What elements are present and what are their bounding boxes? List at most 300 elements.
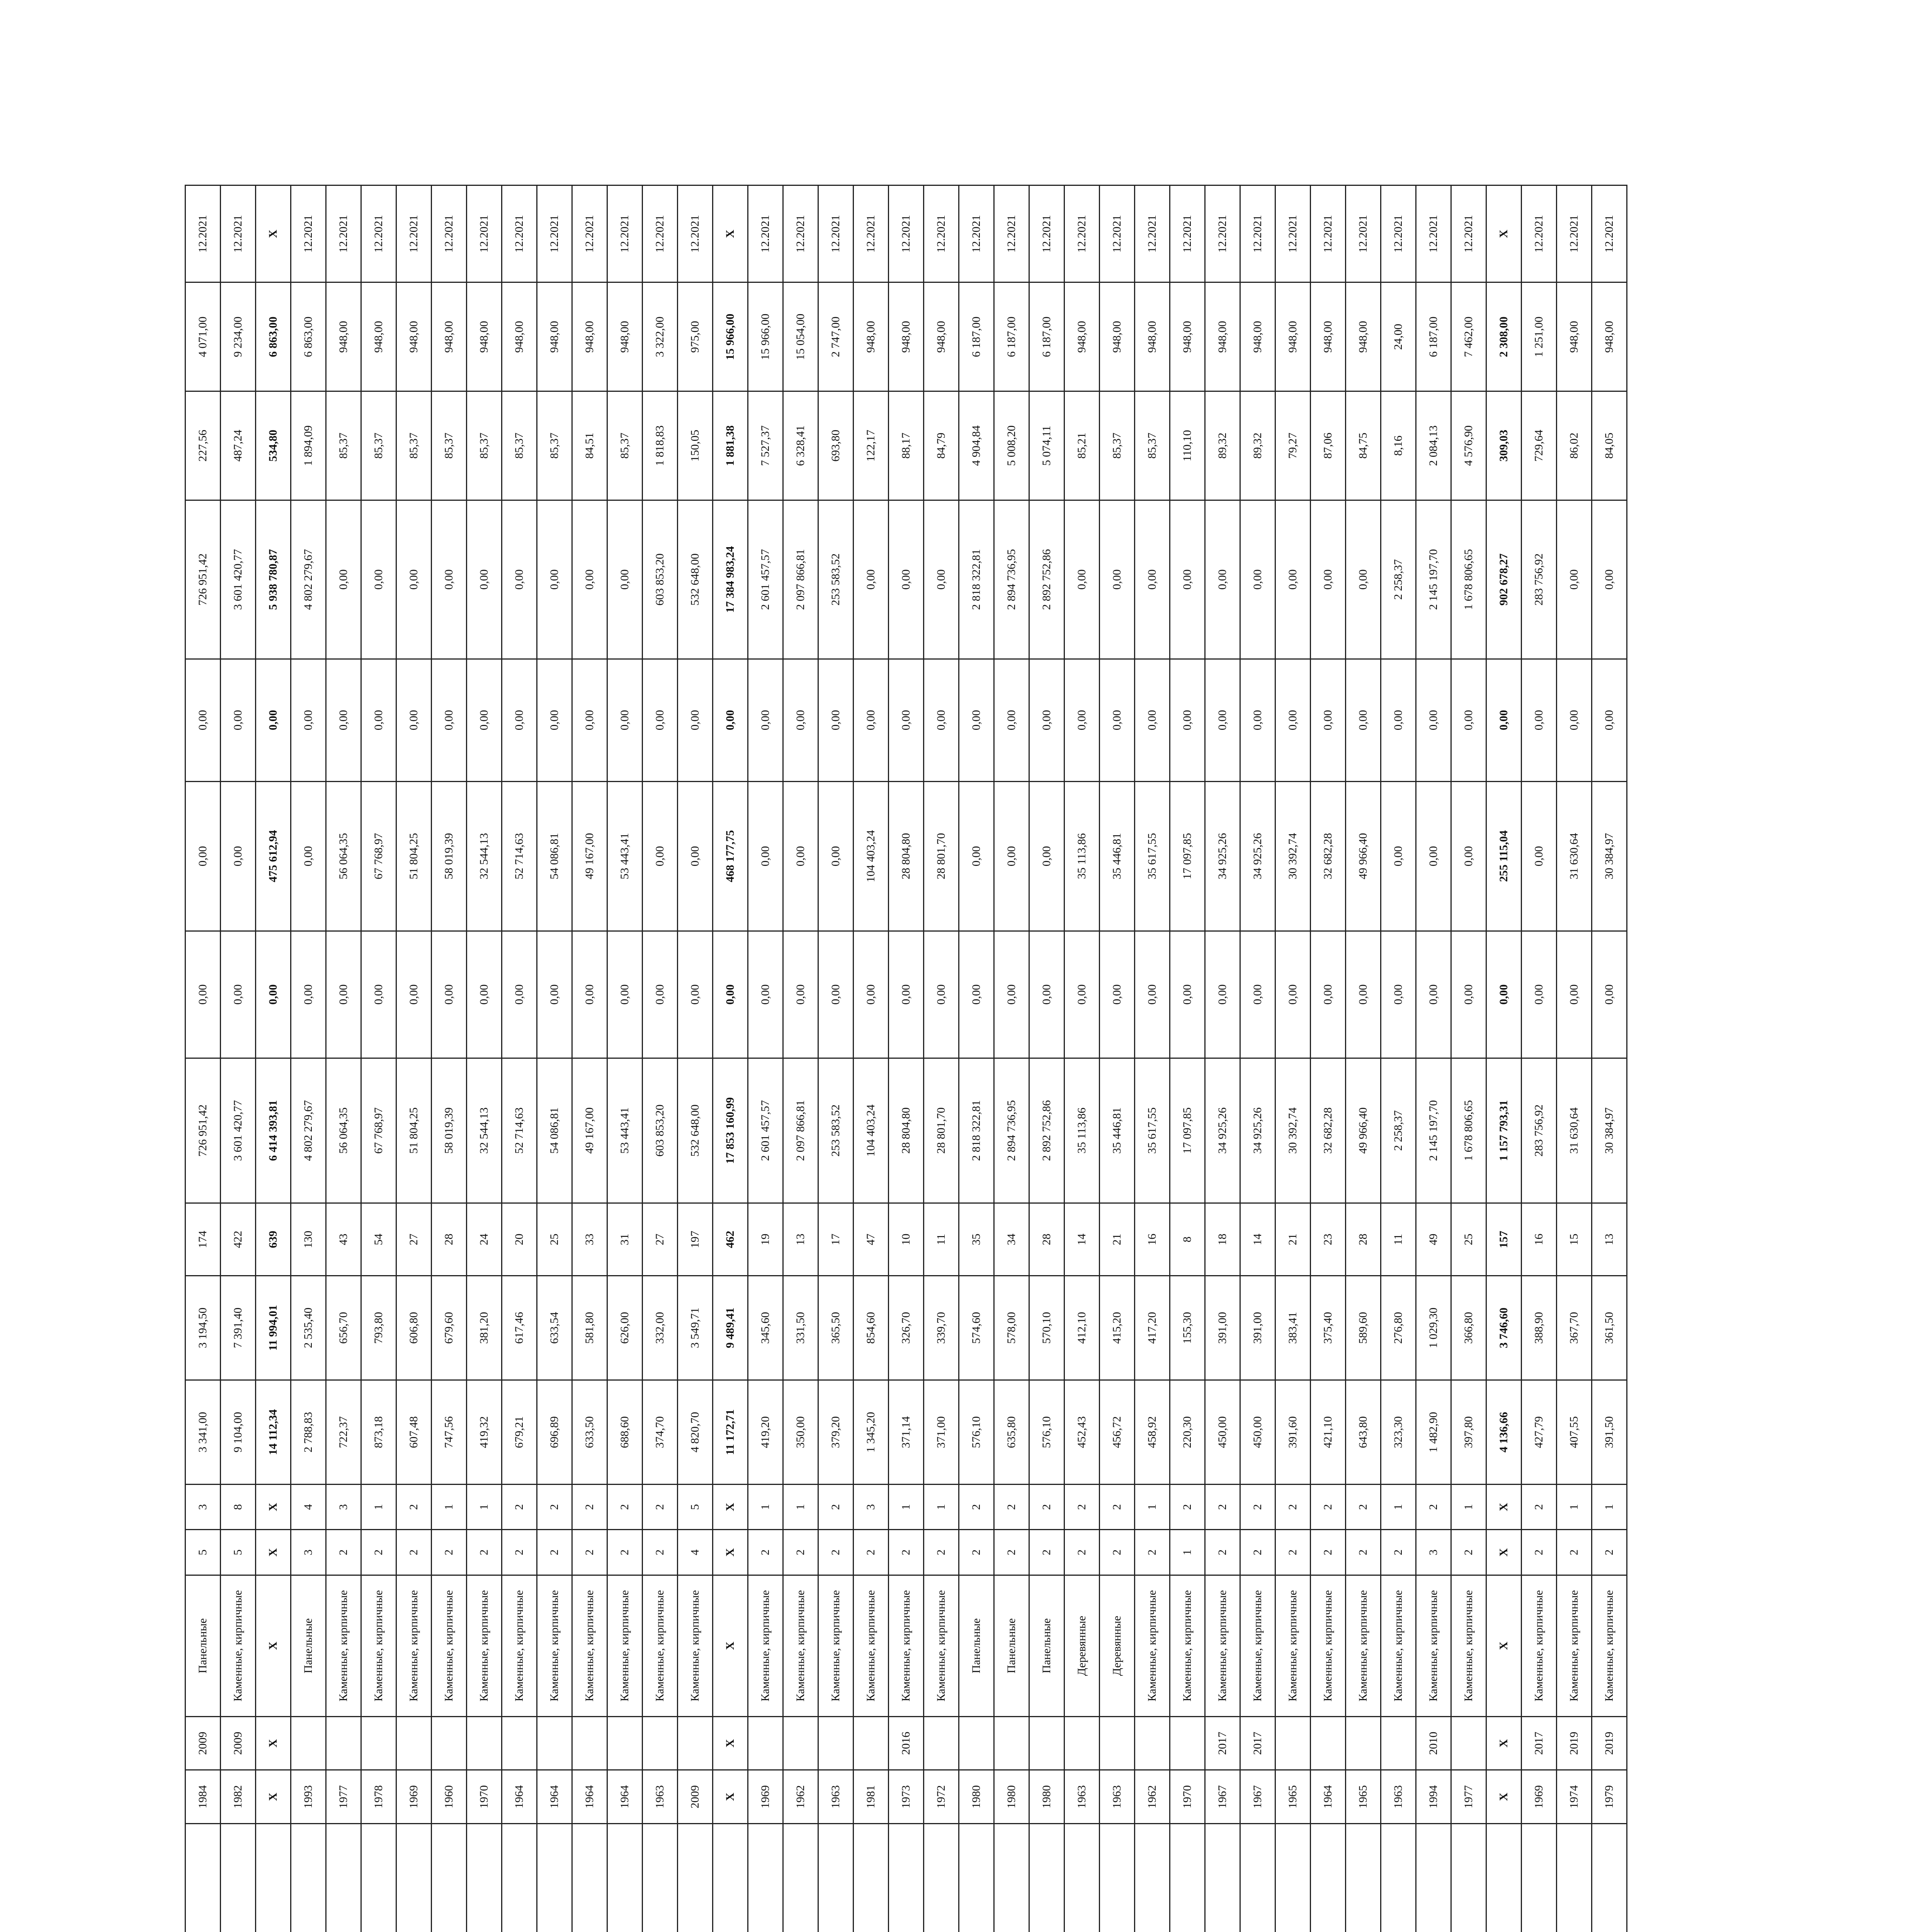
cell-res: 47 xyxy=(854,1203,889,1276)
cell-sp: 87,06 xyxy=(1311,391,1346,500)
cell-total: 2 258,37 xyxy=(1381,1058,1416,1203)
cell-lim: 948,00 xyxy=(1557,282,1592,391)
cell-total: 1 157 793,31 xyxy=(1486,1058,1522,1203)
cell-s1: 0,00 xyxy=(1451,931,1486,1058)
cell-en: 1 xyxy=(467,1484,502,1529)
cell-own: 726 951,42 xyxy=(185,500,221,659)
cell-y2: X xyxy=(713,1716,748,1770)
cell-larea: 589,60 xyxy=(1346,1276,1381,1380)
cell-sp: 89,32 xyxy=(1240,391,1275,500)
address-cell xyxy=(185,1823,221,1932)
cell-s2: 0,00 xyxy=(748,781,783,931)
cell-area: 643,80 xyxy=(1346,1380,1381,1484)
cell-date: X xyxy=(1486,185,1522,282)
cell-s1: 0,00 xyxy=(467,931,502,1058)
cell-area: 679,21 xyxy=(502,1380,537,1484)
cell-s2: 0,00 xyxy=(221,781,256,931)
cell-larea: 391,00 xyxy=(1240,1276,1275,1380)
cell-area: 220,30 xyxy=(1170,1380,1205,1484)
cell-date: 12.2021 xyxy=(889,185,924,282)
cell-own: 2 097 866,81 xyxy=(783,500,818,659)
cell-sp: 227,56 xyxy=(185,391,221,500)
cell-res: 43 xyxy=(326,1203,361,1276)
cell-s1: 0,00 xyxy=(185,931,221,1058)
cell-y2 xyxy=(537,1716,572,1770)
cell-s3: 0,00 xyxy=(256,659,291,781)
cell-date: 12.2021 xyxy=(572,185,607,282)
cell-lim: 9 234,00 xyxy=(221,282,256,391)
cell-larea: 679,60 xyxy=(432,1276,467,1380)
cell-sp: 85,37 xyxy=(432,391,467,500)
cell-s3: 0,00 xyxy=(713,659,748,781)
cell-wall: Каменные, кирпичные xyxy=(783,1575,818,1716)
cell-y2 xyxy=(1170,1716,1205,1770)
cell-s3: 0,00 xyxy=(678,659,713,781)
cell-y1: 1994 xyxy=(1416,1770,1451,1824)
table-row xyxy=(1064,185,1100,1932)
cell-larea: 381,20 xyxy=(467,1276,502,1380)
cell-date: 12.2021 xyxy=(994,185,1029,282)
cell-total: 726 951,42 xyxy=(185,1058,221,1203)
cell-y1: 1964 xyxy=(572,1770,607,1824)
cell-lim: 6 187,00 xyxy=(959,282,994,391)
cell-en: 2 xyxy=(1311,1484,1346,1529)
cell-y1: 1970 xyxy=(1170,1770,1205,1824)
cell-s1: 0,00 xyxy=(924,931,959,1058)
cell-sp: 89,32 xyxy=(1205,391,1240,500)
cell-date: X xyxy=(256,185,291,282)
cell-en: 1 xyxy=(748,1484,783,1529)
cell-y2 xyxy=(783,1716,818,1770)
cell-date: 12.2021 xyxy=(1346,185,1381,282)
cell-larea: 606,80 xyxy=(396,1276,432,1380)
cell-wall: Каменные, кирпичные xyxy=(678,1575,713,1716)
cell-own: 0,00 xyxy=(326,500,361,659)
cell-fl: 2 xyxy=(361,1530,396,1575)
cell-fl: 2 xyxy=(959,1530,994,1575)
cell-own: 0,00 xyxy=(854,500,889,659)
cell-s2: 34 925,26 xyxy=(1240,781,1275,931)
table-row xyxy=(1346,185,1381,1932)
cell-fl: 5 xyxy=(185,1530,221,1575)
address-cell xyxy=(396,1823,432,1932)
cell-date: 12.2021 xyxy=(643,185,678,282)
cell-s1: 0,00 xyxy=(1064,931,1100,1058)
subtotal-row xyxy=(256,185,291,1932)
cell-area: 3 341,00 xyxy=(185,1380,221,1484)
cell-y2: 2016 xyxy=(889,1716,924,1770)
table-row xyxy=(889,185,924,1932)
cell-own: 1 678 806,65 xyxy=(1451,500,1486,659)
table-row xyxy=(326,185,361,1932)
cell-s1: 0,00 xyxy=(396,931,432,1058)
table-row xyxy=(1205,185,1240,1932)
cell-s2: 0,00 xyxy=(818,781,854,931)
cell-wall: Панельные xyxy=(291,1575,326,1716)
table-row xyxy=(1557,185,1592,1932)
cell-en: 1 xyxy=(361,1484,396,1529)
cell-y1: 1993 xyxy=(291,1770,326,1824)
address-cell xyxy=(678,1823,713,1932)
cell-y1: 1965 xyxy=(1346,1770,1381,1824)
cell-s2: 0,00 xyxy=(185,781,221,931)
cell-own: 0,00 xyxy=(1346,500,1381,659)
cell-total: 2 097 866,81 xyxy=(783,1058,818,1203)
address-cell xyxy=(572,1823,607,1932)
cell-total: 56 064,35 xyxy=(326,1058,361,1203)
cell-own: 0,00 xyxy=(607,500,643,659)
cell-en: X xyxy=(713,1484,748,1529)
cell-s3: 0,00 xyxy=(467,659,502,781)
cell-larea: 361,50 xyxy=(1592,1276,1627,1380)
cell-larea: 1 029,30 xyxy=(1416,1276,1451,1380)
cell-lim: 15 966,00 xyxy=(713,282,748,391)
table-row xyxy=(643,185,678,1932)
cell-larea: 367,70 xyxy=(1557,1276,1592,1380)
cell-larea: 3 549,71 xyxy=(678,1276,713,1380)
cell-own: 0,00 xyxy=(1275,500,1311,659)
cell-wall: Каменные, кирпичные xyxy=(572,1575,607,1716)
cell-wall: Каменные, кирпичные xyxy=(1416,1575,1451,1716)
address-cell xyxy=(994,1823,1029,1932)
cell-lim: 948,00 xyxy=(396,282,432,391)
cell-sp: 2 084,13 xyxy=(1416,391,1451,500)
cell-en: 2 xyxy=(1416,1484,1451,1529)
cell-lim: 948,00 xyxy=(889,282,924,391)
cell-en: 1 xyxy=(1592,1484,1627,1529)
cell-y2 xyxy=(643,1716,678,1770)
cell-y1: 1979 xyxy=(1592,1770,1627,1824)
cell-lim: 948,00 xyxy=(326,282,361,391)
cell-s3: 0,00 xyxy=(1275,659,1311,781)
cell-area: 4 820,70 xyxy=(678,1380,713,1484)
cell-s2: 30 392,74 xyxy=(1275,781,1311,931)
cell-y1: 1964 xyxy=(607,1770,643,1824)
cell-date: 12.2021 xyxy=(185,185,221,282)
cell-larea: 570,10 xyxy=(1029,1276,1064,1380)
cell-larea: 383,41 xyxy=(1275,1276,1311,1380)
address-cell xyxy=(1100,1823,1135,1932)
cell-own: 0,00 xyxy=(361,500,396,659)
cell-res: 11 xyxy=(1381,1203,1416,1276)
cell-wall: Каменные, кирпичные xyxy=(502,1575,537,1716)
cell-fl: 2 xyxy=(1522,1530,1557,1575)
cell-sp: 85,37 xyxy=(607,391,643,500)
cell-res: 639 xyxy=(256,1203,291,1276)
cell-s1: 0,00 xyxy=(994,931,1029,1058)
cell-fl: 2 xyxy=(783,1530,818,1575)
cell-s3: 0,00 xyxy=(1205,659,1240,781)
cell-s3: 0,00 xyxy=(1522,659,1557,781)
table-row xyxy=(1275,185,1311,1932)
cell-res: 31 xyxy=(607,1203,643,1276)
cell-lim: 6 863,00 xyxy=(291,282,326,391)
cell-total: 2 145 197,70 xyxy=(1416,1058,1451,1203)
cell-wall: Каменные, кирпичные xyxy=(643,1575,678,1716)
cell-total: 4 802 279,67 xyxy=(291,1058,326,1203)
cell-s3: 0,00 xyxy=(185,659,221,781)
cell-res: 21 xyxy=(1100,1203,1135,1276)
cell-date: 12.2021 xyxy=(1416,185,1451,282)
cell-total: 52 714,63 xyxy=(502,1058,537,1203)
cell-en: 3 xyxy=(854,1484,889,1529)
cell-res: 422 xyxy=(221,1203,256,1276)
cell-s1: 0,00 xyxy=(432,931,467,1058)
cell-wall: Каменные, кирпичные xyxy=(396,1575,432,1716)
cell-fl: 2 xyxy=(643,1530,678,1575)
cell-s2: 468 177,75 xyxy=(713,781,748,931)
cell-area: 576,10 xyxy=(959,1380,994,1484)
cell-en: 2 xyxy=(1522,1484,1557,1529)
cell-y1: 1963 xyxy=(643,1770,678,1824)
cell-lim: 975,00 xyxy=(678,282,713,391)
cell-res: 35 xyxy=(959,1203,994,1276)
cell-en: 3 xyxy=(185,1484,221,1529)
cell-larea: 345,60 xyxy=(748,1276,783,1380)
cell-s3: 0,00 xyxy=(1170,659,1205,781)
address-cell xyxy=(291,1823,326,1932)
cell-y1: 1960 xyxy=(432,1770,467,1824)
cell-lim: 24,00 xyxy=(1381,282,1416,391)
cell-s2: 52 714,63 xyxy=(502,781,537,931)
table-row xyxy=(291,185,326,1932)
cell-area: 696,89 xyxy=(537,1380,572,1484)
cell-fl: 2 xyxy=(432,1530,467,1575)
cell-y1: 1963 xyxy=(1064,1770,1100,1824)
document-page xyxy=(185,185,1715,1932)
cell-s1: 0,00 xyxy=(1100,931,1135,1058)
cell-area: 722,37 xyxy=(326,1380,361,1484)
cell-own: 2 145 197,70 xyxy=(1416,500,1451,659)
cell-res: 23 xyxy=(1311,1203,1346,1276)
cell-s2: 56 064,35 xyxy=(326,781,361,931)
cell-own: 0,00 xyxy=(1240,500,1275,659)
cell-wall: Каменные, кирпичные xyxy=(1381,1575,1416,1716)
cell-fl: 2 xyxy=(1346,1530,1381,1575)
cell-s3: 0,00 xyxy=(1064,659,1100,781)
cell-y1: 1962 xyxy=(1135,1770,1170,1824)
cell-fl: 2 xyxy=(994,1530,1029,1575)
cell-lim: 948,00 xyxy=(924,282,959,391)
cell-en: 2 xyxy=(1275,1484,1311,1529)
cell-fl: 2 xyxy=(396,1530,432,1575)
cell-wall: Каменные, кирпичные xyxy=(1522,1575,1557,1716)
cell-larea: 332,00 xyxy=(643,1276,678,1380)
cell-wall: Каменные, кирпичные xyxy=(1135,1575,1170,1716)
cell-area: 873,18 xyxy=(361,1380,396,1484)
cell-res: 25 xyxy=(537,1203,572,1276)
cell-s1: 0,00 xyxy=(291,931,326,1058)
cell-sp: 1 881,38 xyxy=(713,391,748,500)
cell-total: 32 682,28 xyxy=(1311,1058,1346,1203)
cell-s3: 0,00 xyxy=(854,659,889,781)
cell-s3: 0,00 xyxy=(889,659,924,781)
cell-larea: 617,46 xyxy=(502,1276,537,1380)
cell-y2 xyxy=(1275,1716,1311,1770)
cell-s3: 0,00 xyxy=(607,659,643,781)
cell-fl: 2 xyxy=(1135,1530,1170,1575)
cell-s1: 0,00 xyxy=(256,931,291,1058)
cell-s3: 0,00 xyxy=(537,659,572,781)
cell-fl: 4 xyxy=(678,1530,713,1575)
cell-total: 54 086,81 xyxy=(537,1058,572,1203)
cell-own: 0,00 xyxy=(1135,500,1170,659)
cell-sp: 85,37 xyxy=(467,391,502,500)
cell-s3: 0,00 xyxy=(1381,659,1416,781)
cell-en: 1 xyxy=(1135,1484,1170,1529)
cell-s1: 0,00 xyxy=(607,931,643,1058)
cell-s1: 0,00 xyxy=(1381,931,1416,1058)
cell-s1: 0,00 xyxy=(643,931,678,1058)
cell-y1: 1969 xyxy=(1522,1770,1557,1824)
cell-date: 12.2021 xyxy=(1240,185,1275,282)
cell-en: 2 xyxy=(1346,1484,1381,1529)
cell-lim: 948,00 xyxy=(1275,282,1311,391)
cell-wall: Панельные xyxy=(959,1575,994,1716)
cell-s3: 0,00 xyxy=(748,659,783,781)
cell-s3: 0,00 xyxy=(1240,659,1275,781)
cell-fl: X xyxy=(1486,1530,1522,1575)
cell-larea: 633,54 xyxy=(537,1276,572,1380)
cell-s1: 0,00 xyxy=(783,931,818,1058)
cell-en: 2 xyxy=(1205,1484,1240,1529)
cell-wall: Каменные, кирпичные xyxy=(1205,1575,1240,1716)
cell-s2: 0,00 xyxy=(994,781,1029,931)
cell-area: 421,10 xyxy=(1311,1380,1346,1484)
cell-larea: 2 535,40 xyxy=(291,1276,326,1380)
cell-res: 157 xyxy=(1486,1203,1522,1276)
cell-total: 31 630,64 xyxy=(1557,1058,1592,1203)
cell-lim: 948,00 xyxy=(1592,282,1627,391)
cell-fl: 2 xyxy=(537,1530,572,1575)
cell-s1: 0,00 xyxy=(537,931,572,1058)
cell-sp: 8,16 xyxy=(1381,391,1416,500)
cell-own: 0,00 xyxy=(1592,500,1627,659)
cell-date: 12.2021 xyxy=(1522,185,1557,282)
cell-area: 350,00 xyxy=(783,1380,818,1484)
cell-area: 576,10 xyxy=(1029,1380,1064,1484)
cell-res: 11 xyxy=(924,1203,959,1276)
cell-wall: Каменные, кирпичные xyxy=(818,1575,854,1716)
cell-sp: 4 576,90 xyxy=(1451,391,1486,500)
cell-res: 15 xyxy=(1557,1203,1592,1276)
cell-en: 1 xyxy=(783,1484,818,1529)
cell-y2 xyxy=(1381,1716,1416,1770)
housing-repair-table xyxy=(185,185,1627,1932)
cell-s1: 0,00 xyxy=(1416,931,1451,1058)
cell-own: 0,00 xyxy=(396,500,432,659)
cell-s3: 0,00 xyxy=(1592,659,1627,781)
table-row xyxy=(748,185,783,1932)
cell-lim: 948,00 xyxy=(1240,282,1275,391)
cell-total: 53 443,41 xyxy=(607,1058,643,1203)
cell-larea: 155,30 xyxy=(1170,1276,1205,1380)
cell-res: 21 xyxy=(1275,1203,1311,1276)
cell-wall: Каменные, кирпичные xyxy=(1311,1575,1346,1716)
cell-s3: 0,00 xyxy=(502,659,537,781)
cell-en: 2 xyxy=(1029,1484,1064,1529)
cell-s3: 0,00 xyxy=(1135,659,1170,781)
cell-s2: 475 612,94 xyxy=(256,781,291,931)
cell-own: 902 678,27 xyxy=(1486,500,1522,659)
cell-larea: 326,70 xyxy=(889,1276,924,1380)
cell-fl: 2 xyxy=(1029,1530,1064,1575)
cell-res: 49 xyxy=(1416,1203,1451,1276)
cell-date: 12.2021 xyxy=(1205,185,1240,282)
cell-s2: 0,00 xyxy=(643,781,678,931)
cell-lim: 6 187,00 xyxy=(994,282,1029,391)
cell-area: 323,30 xyxy=(1381,1380,1416,1484)
cell-y1: 1967 xyxy=(1240,1770,1275,1824)
cell-s1: 0,00 xyxy=(818,931,854,1058)
table-row xyxy=(396,185,432,1932)
cell-s2: 28 801,70 xyxy=(924,781,959,931)
cell-s2: 49 966,40 xyxy=(1346,781,1381,931)
cell-s1: 0,00 xyxy=(361,931,396,1058)
cell-y1: 1970 xyxy=(467,1770,502,1824)
cell-lim: 6 187,00 xyxy=(1029,282,1064,391)
cell-s1: 0,00 xyxy=(326,931,361,1058)
cell-y2 xyxy=(1029,1716,1064,1770)
address-cell xyxy=(1451,1823,1486,1932)
cell-sp: 6 328,41 xyxy=(783,391,818,500)
cell-sp: 122,17 xyxy=(854,391,889,500)
cell-s1: 0,00 xyxy=(1486,931,1522,1058)
cell-area: 2 788,83 xyxy=(291,1380,326,1484)
cell-date: 12.2021 xyxy=(607,185,643,282)
cell-y1: 1972 xyxy=(924,1770,959,1824)
cell-sp: 7 527,37 xyxy=(748,391,783,500)
cell-date: 12.2021 xyxy=(1557,185,1592,282)
cell-fl: 2 xyxy=(607,1530,643,1575)
table-row xyxy=(1100,185,1135,1932)
table-row xyxy=(361,185,396,1932)
cell-area: 391,50 xyxy=(1592,1380,1627,1484)
cell-fl: 2 xyxy=(326,1530,361,1575)
cell-sp: 1 894,09 xyxy=(291,391,326,500)
cell-s2: 32 682,28 xyxy=(1311,781,1346,931)
cell-s3: 0,00 xyxy=(1416,659,1451,781)
cell-own: 0,00 xyxy=(1100,500,1135,659)
cell-larea: 365,50 xyxy=(818,1276,854,1380)
cell-res: 16 xyxy=(1135,1203,1170,1276)
cell-date: 12.2021 xyxy=(924,185,959,282)
cell-res: 20 xyxy=(502,1203,537,1276)
cell-res: 174 xyxy=(185,1203,221,1276)
cell-own: 2 894 736,95 xyxy=(994,500,1029,659)
cell-fl: 2 xyxy=(1381,1530,1416,1575)
cell-res: 19 xyxy=(748,1203,783,1276)
cell-area: 688,60 xyxy=(607,1380,643,1484)
table-row xyxy=(959,185,994,1932)
cell-sp: 85,37 xyxy=(1135,391,1170,500)
cell-sp: 84,79 xyxy=(924,391,959,500)
cell-s2: 67 768,97 xyxy=(361,781,396,931)
cell-fl: 2 xyxy=(748,1530,783,1575)
cell-s3: 0,00 xyxy=(1486,659,1522,781)
table-row xyxy=(1522,185,1557,1932)
cell-wall: Каменные, кирпичные xyxy=(1592,1575,1627,1716)
cell-s2: 0,00 xyxy=(783,781,818,931)
cell-wall: Каменные, кирпичные xyxy=(361,1575,396,1716)
cell-area: 456,72 xyxy=(1100,1380,1135,1484)
cell-res: 14 xyxy=(1240,1203,1275,1276)
cell-y1: 1978 xyxy=(361,1770,396,1824)
cell-fl: 2 xyxy=(1240,1530,1275,1575)
cell-wall: Панельные xyxy=(994,1575,1029,1716)
cell-s2: 0,00 xyxy=(1451,781,1486,931)
cell-larea: 388,90 xyxy=(1522,1276,1557,1380)
